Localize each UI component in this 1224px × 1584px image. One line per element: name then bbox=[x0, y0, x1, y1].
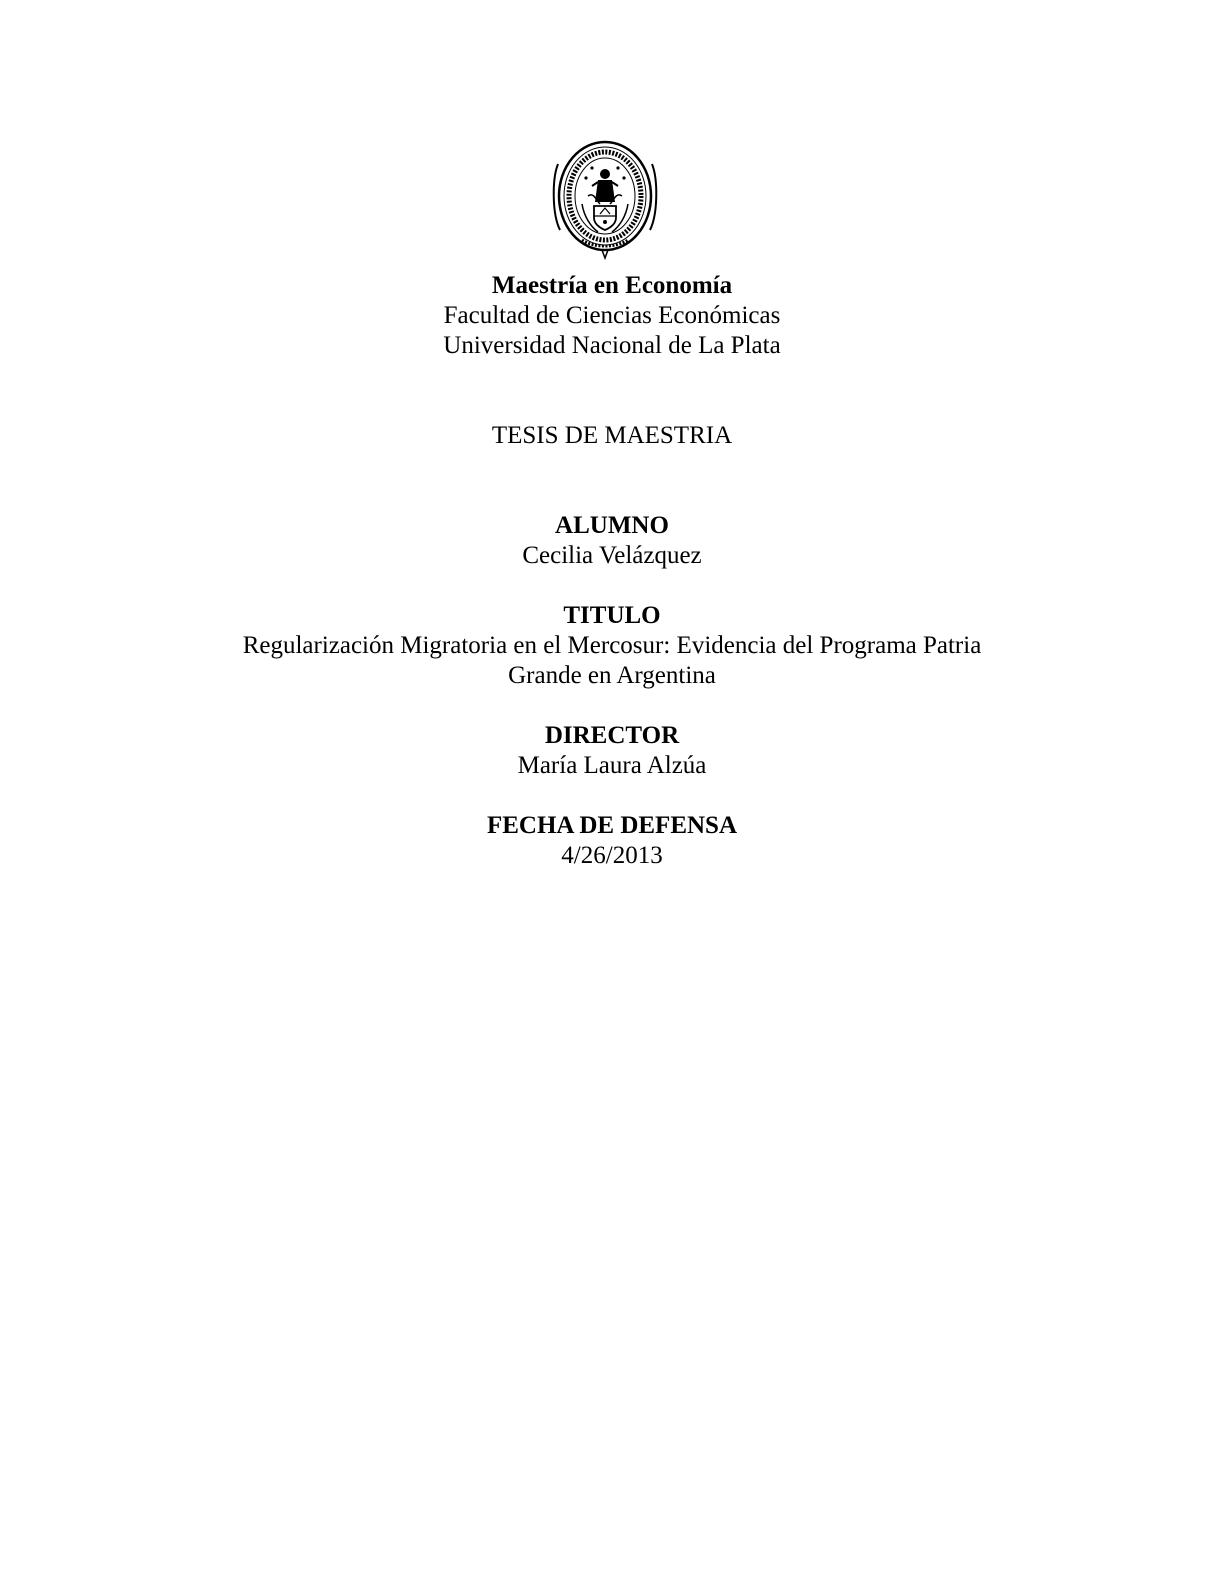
title-line-2: Grande en Argentina bbox=[508, 662, 716, 689]
defense-label: FECHA DE DEFENSA bbox=[486, 812, 738, 839]
student-section bbox=[0, 511, 1224, 571]
header-block bbox=[0, 271, 1224, 361]
defense-section bbox=[0, 811, 1224, 871]
document-type bbox=[0, 421, 1224, 451]
student-name: Cecilia Velázquez bbox=[522, 542, 702, 569]
university-seal-icon bbox=[552, 134, 658, 266]
director-label: DIRECTOR bbox=[544, 722, 680, 749]
university-name: Universidad Nacional de La Plata bbox=[443, 332, 781, 359]
student-label: ALUMNO bbox=[555, 512, 669, 539]
director-name: María Laura Alzúa bbox=[517, 752, 707, 779]
director-section bbox=[0, 721, 1224, 781]
program-name: Maestría en Economía bbox=[491, 272, 733, 299]
title-label: TITULO bbox=[563, 602, 661, 629]
doc-type-text: TESIS DE MAESTRIA bbox=[491, 422, 733, 449]
faculty-name: Facultad de Ciencias Económicas bbox=[443, 302, 781, 329]
title-section bbox=[0, 601, 1224, 691]
title-line-1: Regularización Migratoria en el Mercosur: Evidencia del Programa Patria bbox=[242, 632, 982, 659]
defense-date: 4/26/2013 bbox=[561, 842, 663, 869]
